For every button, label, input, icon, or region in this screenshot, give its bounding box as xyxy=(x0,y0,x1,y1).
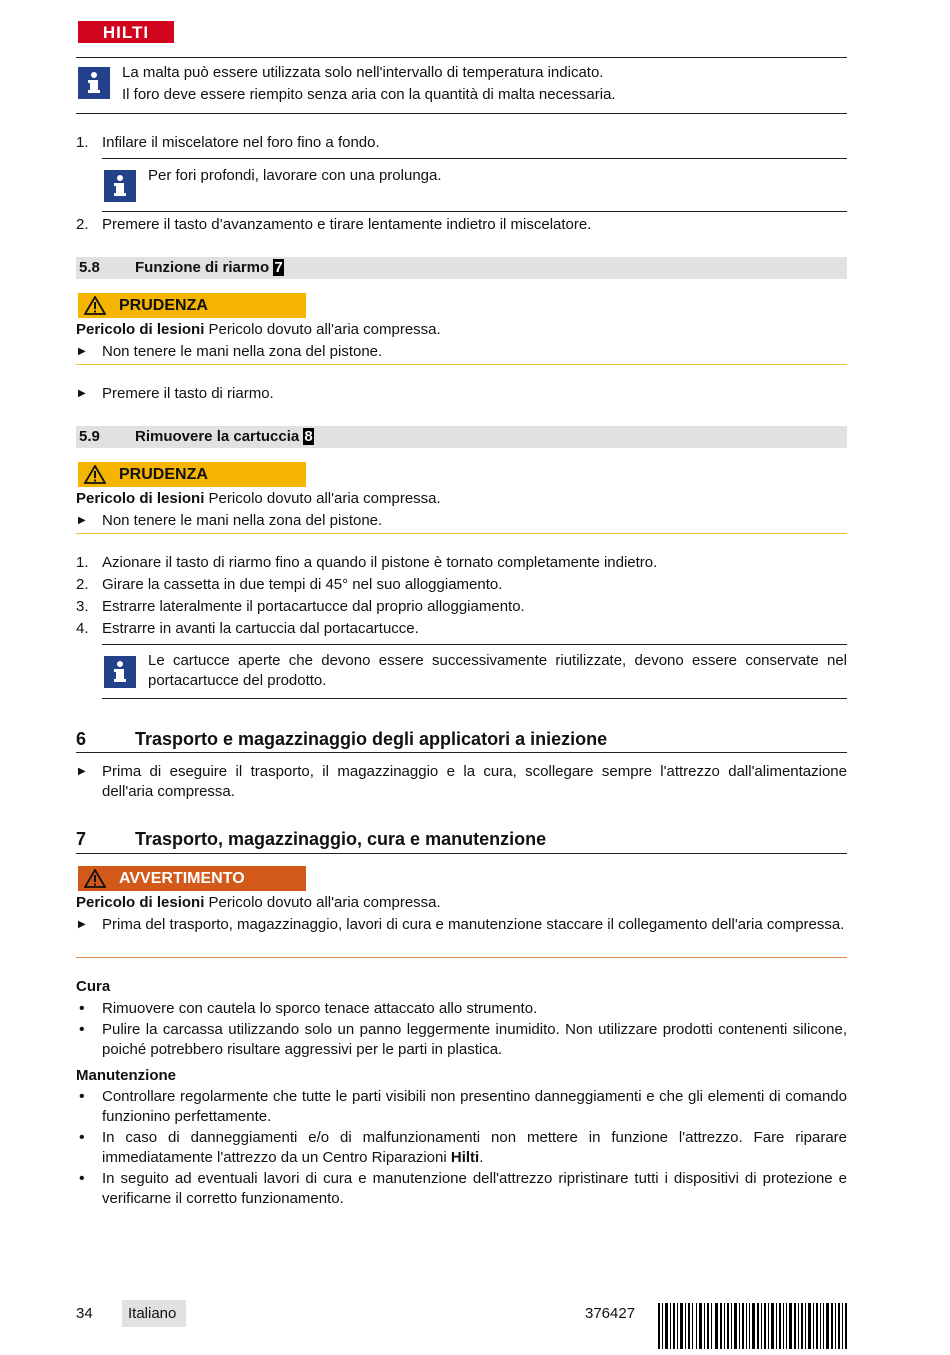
chapter-title: Trasporto, magazzinaggio, cura e manutenzione xyxy=(135,829,547,849)
rule xyxy=(102,158,847,159)
chapter-title: Trasporto e magazzinaggio degli applicatori a iniezione xyxy=(135,729,608,749)
list-item: Pulire la carcassa utilizzando solo un panno leggermente inumidito. Non utilizzare prodotti contenenti silicone, poiché potrebbero risultare aggressivi per le parti in plastica. xyxy=(102,1021,847,1058)
rule xyxy=(76,752,847,753)
rule xyxy=(76,113,847,114)
rule xyxy=(76,957,847,958)
barcode xyxy=(658,1303,847,1349)
info-icon xyxy=(104,656,136,688)
subheading-cura: Cura xyxy=(76,978,111,995)
rule xyxy=(76,57,847,58)
warning-triangle-icon xyxy=(84,869,106,888)
list-item: Controllare regolarmente che tutte le parti visibili non presentino danneggiamenti e che gli elementi di comando funzionino perfettamente. xyxy=(102,1088,847,1125)
bullet-dot: • xyxy=(79,1088,85,1105)
rule xyxy=(102,698,847,699)
bullet-dot: • xyxy=(79,1000,85,1017)
danger-line: Pericolo di lesioni Pericolo dovuto all'aria compressa. xyxy=(76,894,441,911)
figure-ref: 7 xyxy=(274,259,283,276)
step-number: 2. xyxy=(76,216,89,233)
section-number: 5.8 xyxy=(79,259,100,276)
section-number: 5.9 xyxy=(79,428,100,445)
step-number: 1. xyxy=(76,554,89,571)
step-text: Premere il tasto d’avanzamento e tirare lentamente indietro il miscelatore. xyxy=(102,216,592,233)
document-number: 376427 xyxy=(585,1305,636,1322)
figure-ref: 8 xyxy=(304,428,313,445)
step-number: 4. xyxy=(76,620,89,637)
rule xyxy=(76,364,847,365)
action-text: Premere il tasto di riarmo. xyxy=(102,385,274,402)
logo-text: HILTI xyxy=(102,23,150,42)
rule xyxy=(76,533,847,534)
rule xyxy=(102,644,847,645)
danger-line: Pericolo di lesioni Pericolo dovuto all'aria compressa. xyxy=(76,321,441,338)
danger-bullet: Non tenere le mani nella zona del pistone. xyxy=(102,343,383,360)
step-text: Estrarre in avanti la cartuccia dal portacartucce. xyxy=(102,620,419,637)
subheading-manutenzione: Manutenzione xyxy=(76,1067,176,1084)
bullet-dot: • xyxy=(79,1170,85,1187)
chapter-number: 6 xyxy=(76,729,87,749)
step-text: Girare la cassetta in due tempi di 45° nel suo alloggiamento. xyxy=(102,576,503,593)
barcode-graphic xyxy=(658,1303,847,1349)
section-heading-5-9 xyxy=(76,426,847,448)
step-text: Estrarre lateralmente il portacartucce dal proprio alloggiamento. xyxy=(102,598,525,615)
bullet-text: Prima di eseguire il trasporto, il magazzinaggio e la cura, scollegare sempre l'attrezzo dall'alimentazione dell'aria compressa. xyxy=(102,763,847,800)
list-item: Rimuovere con cautela lo sporco tenace attaccato allo strumento. xyxy=(102,1000,538,1017)
bullet-dot: • xyxy=(79,1129,85,1146)
info-icon xyxy=(78,67,110,99)
step-number: 3. xyxy=(76,598,89,615)
danger-bullet: Non tenere le mani nella zona del pistone. xyxy=(102,512,383,529)
list-item: In seguito ad eventuali lavori di cura e manutenzione dell'attrezzo ripristinare tutti i dispositivi di protezione e verificarne il corretto funzionamento. xyxy=(102,1170,847,1207)
note-text: Per fori profondi, lavorare con una prolunga. xyxy=(148,167,442,184)
note-line: La malta può essere utilizzata solo nell'intervallo di temperatura indicato. xyxy=(122,64,604,81)
hilti-logo xyxy=(78,21,174,43)
language-badge: Italiano xyxy=(122,1300,186,1327)
step-number: 2. xyxy=(76,576,89,593)
info-icon xyxy=(104,170,136,202)
section-title: Rimuovere la cartuccia 8 xyxy=(135,428,313,445)
triangle-bullet-icon: ▶ xyxy=(78,919,86,930)
step-text: Infilare il miscelatore nel foro fino a fondo. xyxy=(102,134,380,151)
bullet-dot: • xyxy=(79,1021,85,1038)
section-title: Funzione di riarmo 7 xyxy=(135,259,283,276)
caution-label: PRUDENZA xyxy=(78,293,306,318)
step-text: Azionare il tasto di riarmo fino a quando il pistone è tornato completamente indietro. xyxy=(102,554,658,571)
triangle-bullet-icon: ▶ xyxy=(78,515,86,526)
warning-label: AVVERTIMENTO xyxy=(78,866,306,891)
section-heading-5-8 xyxy=(76,257,847,279)
step-number: 1. xyxy=(76,134,89,151)
rule xyxy=(76,853,847,854)
chapter-number: 7 xyxy=(76,829,87,849)
page-number: 34 xyxy=(76,1305,93,1322)
warning-triangle-icon xyxy=(84,296,106,315)
list-item: In caso di danneggiamenti e/o di malfunzionamenti non mettere in funzione l'attrezzo. Fare riparare immediatamente l'attrezzo da un Centro Riparazioni Hilti. xyxy=(102,1129,847,1166)
danger-bullet: Prima del trasporto, magazzinaggio, lavori di cura e manutenzione staccare il collegamento dell'aria compressa. xyxy=(102,916,845,933)
caution-label: PRUDENZA xyxy=(78,462,306,487)
note-text: Le cartucce aperte che devono essere successivamente riutilizzate, devono essere conservate nel portacartucce del prodotto. xyxy=(148,652,847,689)
danger-line: Pericolo di lesioni Pericolo dovuto all'aria compressa. xyxy=(76,490,441,507)
note-line: Il foro deve essere riempito senza aria con la quantità di malta necessaria. xyxy=(122,86,616,103)
triangle-bullet-icon: ▶ xyxy=(78,388,86,399)
warning-triangle-icon xyxy=(84,465,106,484)
rule xyxy=(102,211,847,212)
triangle-bullet-icon: ▶ xyxy=(78,766,86,777)
triangle-bullet-icon: ▶ xyxy=(78,346,86,357)
